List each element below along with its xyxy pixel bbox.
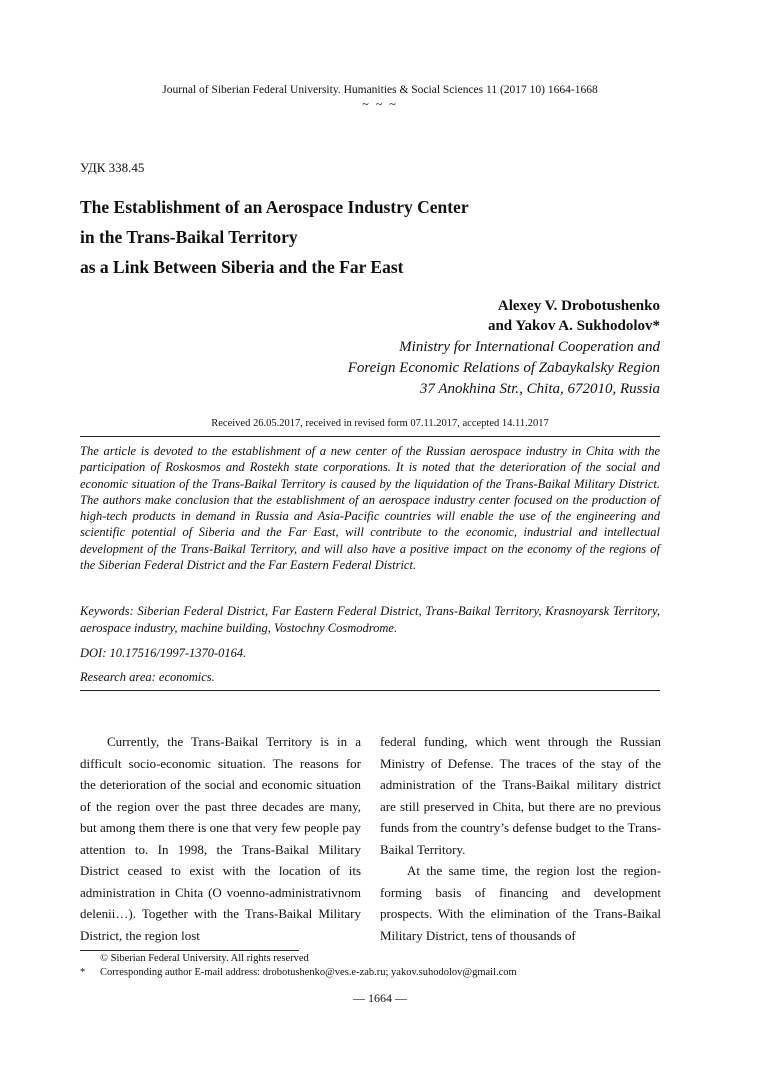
affiliation-line-1: Ministry for International Cooperation and <box>399 339 660 355</box>
corresponding-text: Corresponding author E-mail address: drobotushenko@ves.e-zab.ru; yakov.suhodolov@gmail.com <box>100 967 517 978</box>
body-column-left <box>80 731 361 946</box>
journal-header: Journal of Siberian Federal University. Humanities & Social Sciences 11 (2017 10) 1664-1668 <box>162 84 598 96</box>
body-paragraph: federal funding, which went through the Russian Ministry of Defense. The traces of the stay of the administration of the Trans-Baikal military district are still preserved in Chita, but there are no previous funds from the country’s defense budget to the Trans-Baikal Territory. <box>380 734 661 857</box>
body-column-right <box>380 731 661 946</box>
title-line-1: The Establishment of an Aerospace Industry Center <box>80 197 469 217</box>
abstract-top-rule <box>80 436 660 437</box>
page-number: — 1664 — <box>353 991 407 1005</box>
header-separator: ~ ~ ~ <box>362 97 398 111</box>
keywords: Keywords: Siberian Federal District, Far Eastern Federal District, Trans-Baikal Territory, Krasnoyarsk Territory, aerospace industry, machine building, Vostochny Cosmodrome. <box>80 604 660 635</box>
abstract-bottom-rule <box>80 690 660 691</box>
corresponding-footnote <box>80 967 517 978</box>
doi: DOI: 10.17516/1997-1370-0164. <box>80 646 247 660</box>
body-paragraph: At the same time, the region lost the region-forming basis of financing and development prospects. With the elimination of the Trans-Baikal Military District, tens of thousands of <box>380 863 661 943</box>
abstract: The article is devoted to the establishment of a new center of the Russian aerospace industry in Chita with the participation of Roskosmos and Rostekh state corporations. It is noted that the deterioration of the social and economic situation of the Trans-Baikal Territory is caused by the liquidation of the Trans-Baikal Military District. The authors make conclusion that the establishment of an aerospace industry center focused on the production of high-tech products in demand in Russia and Asia-Pacific countries will enable the use of the engineering and scientific potential of Siberia and the Far East, will contribute to the economic, industrial and intellectual development of the Trans-Baikal Territory, and will also have a positive impact on the economy of the regions of the Siberian Federal District and the Far Eastern Federal District. <box>80 444 660 573</box>
title-line-3: as a Link Between Siberia and the Far East <box>80 257 404 277</box>
body-paragraph: Currently, the Trans-Baikal Territory is in a difficult socio-economic situation. The reasons for the deterioration of the social and economic situation of the region over the past three decades are many, but among them there is one that very few people pay attention to. In 1998, the Trans-Baikal Military District ceased to exist with the location of its administration in Chita (O voenno-administrativnom delenii…). Together with the Trans-Baikal Military District, the region lost <box>80 734 361 943</box>
author-line-2: and Yakov A. Sukhodolov* <box>487 318 660 334</box>
research-area: Research area: economics. <box>80 670 215 684</box>
author-line-1: Alexey V. Drobotushenko <box>497 298 660 314</box>
copyright-footnote: © Siberian Federal University. All rights reserved <box>100 953 309 964</box>
affiliation-line-3: 37 Anokhina Str., Chita, 672010, Russia <box>419 381 660 397</box>
udk-code: УДК 338.45 <box>80 160 145 175</box>
received-dates: Received 26.05.2017, received in revised form 07.11.2017, accepted 14.11.2017 <box>211 418 549 429</box>
title-line-2: in the Trans-Baikal Territory <box>80 227 298 247</box>
footnote-mark: * <box>80 967 86 978</box>
affiliation-line-2: Foreign Economic Relations of Zabaykalsky Region <box>347 360 660 376</box>
footnote-rule <box>80 950 299 951</box>
